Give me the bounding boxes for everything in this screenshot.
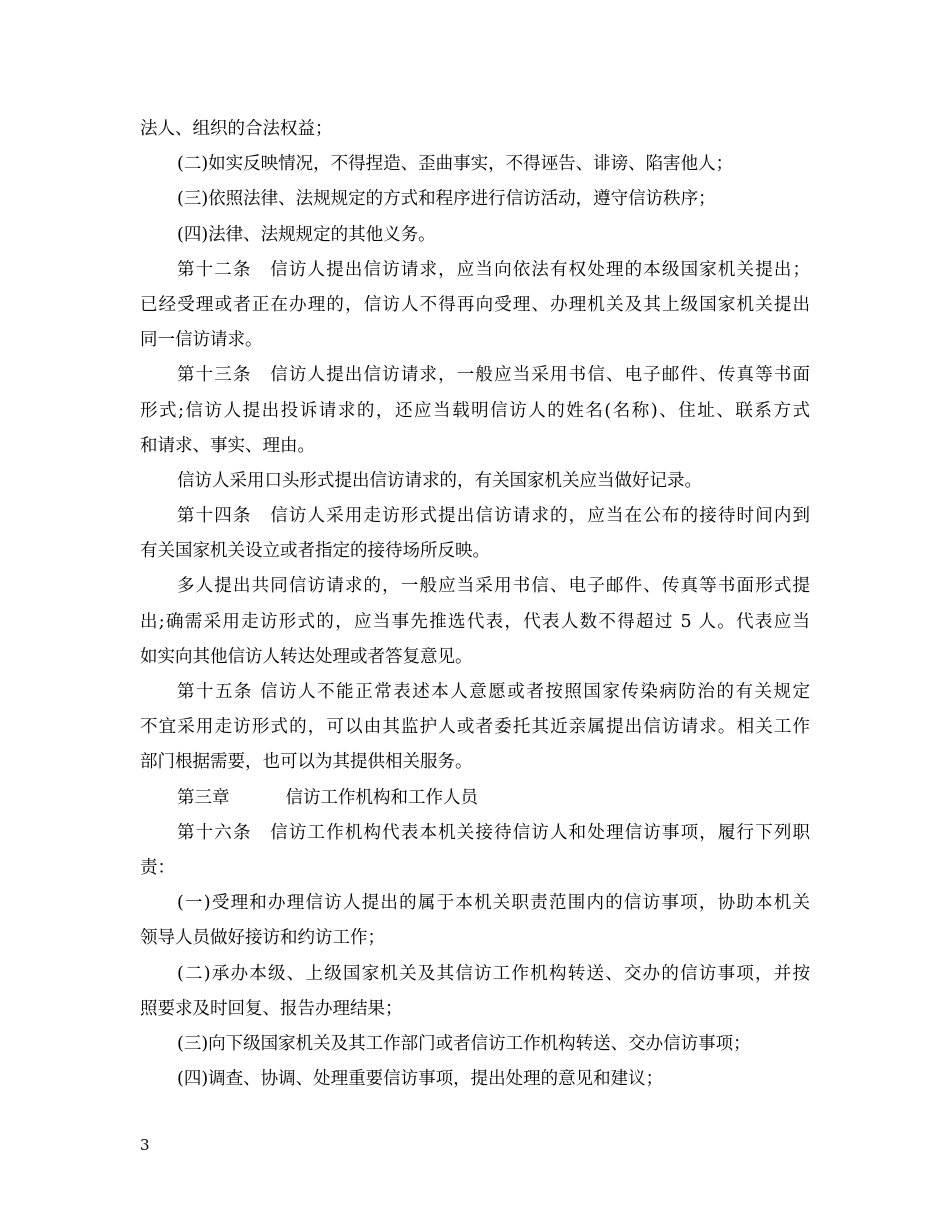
text-line: (四)法律、法规规定的其他义务。 (177, 224, 436, 245)
article-14-heading-line: 第十四条 信访人采用走访形式提出信访请求的，应当在公布的接待时间内到 (177, 506, 810, 527)
document-body (140, 112, 810, 1097)
text-line: 形式;信访人提出投诉请求的，还应当载明信访人的姓名(名称)、住址、联系方式 (140, 400, 810, 421)
text-line: 多人提出共同信访请求的，一般应当采用书信、电子邮件、传真等书面形式提 (177, 576, 810, 597)
text-line: (三)向下级国家机关及其工作部门或者信访工作机构转送、交办信访事项； (177, 1033, 751, 1054)
text-line: 不宜采用走访形式的，可以由其监护人或者委托其近亲属提出信访请求。相关工作 (140, 717, 810, 738)
text-line: (二)如实反映情况，不得捏造、歪曲事实，不得诬告、诽谤、陷害他人； (177, 154, 734, 175)
text-line: 同一信访请求。 (140, 330, 263, 351)
text-line: 已经受理或者正在办理的，信访人不得再向受理、办理机关及其上级国家机关提出 (140, 294, 810, 315)
text-line: 领导人员做好接访和约访工作； (140, 928, 385, 949)
article-12-heading-line: 第十二条 信访人提出信访请求，应当向依法有权处理的本级国家机关提出； (177, 259, 810, 280)
text-line: 法人、组织的合法权益； (140, 119, 333, 139)
text-line: 信访人采用口头形式提出信访请求的，有关国家机关应当做好记录。 (177, 470, 702, 491)
text-line: 有关国家机关设立或者指定的接待场所反映。 (140, 541, 490, 562)
text-line: 出;确需采用走访形式的，应当事先推选代表，代表人数不得超过 5 人。代表应当 (140, 611, 810, 632)
chapter-title: 信访工作机构和工作人员 (285, 787, 478, 808)
text-line: (一)受理和办理信访人提出的属于本机关职责范围内的信访事项，协助本机关 (177, 893, 810, 914)
text-line: 照要求及时回复、报告办理结果； (140, 998, 403, 1019)
chapter-number: 第三章 (177, 787, 230, 808)
text-line: 如实向其他信访人转达处理或者答复意见。 (140, 646, 473, 667)
text-line: (四)调查、协调、处理重要信访事项，提出处理的意见和建议； (177, 1069, 664, 1090)
article-13-heading-line: 第十三条 信访人提出信访请求，一般应当采用书信、电子邮件、传真等书面 (177, 365, 810, 386)
text-line: 部门根据需要，也可以为其提供相关服务。 (140, 752, 473, 773)
text-line: (三)依照法律、法规规定的方式和程序进行信访活动，遵守信访秩序； (177, 189, 716, 210)
text-line: (二)承办本级、上级国家机关及其信访工作机构转送、交办的信访事项，并按 (177, 963, 810, 984)
chapter-heading (140, 781, 810, 816)
article-15-heading-line: 第十五条 信访人不能正常表述本人意愿或者按照国家传染病防治的有关规定 (177, 682, 810, 702)
text-line: 责： (140, 857, 175, 878)
article-16-heading-line: 第十六条 信访工作机构代表本机关接待信访人和处理信访事项，履行下列职 (177, 822, 810, 843)
text-line: 和请求、事实、理由。 (140, 435, 315, 456)
page-number: 3 (140, 1136, 150, 1154)
